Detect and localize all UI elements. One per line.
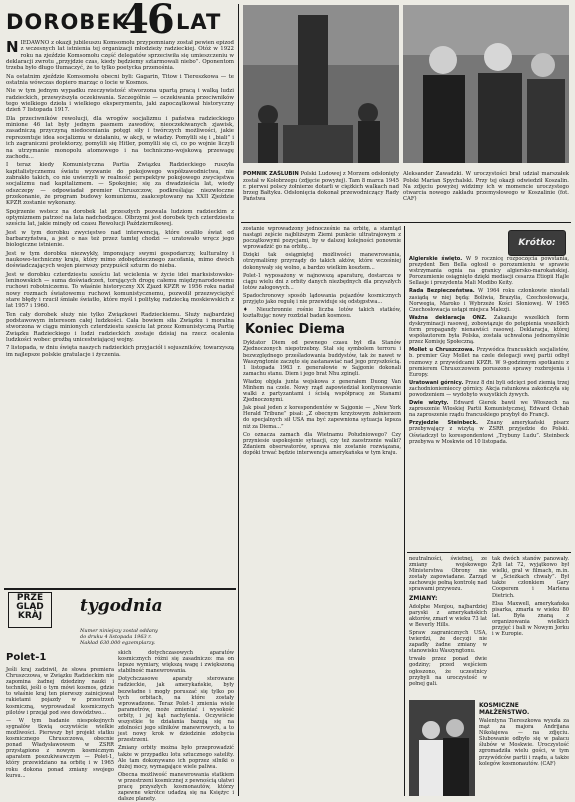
divider-horizontal-2 <box>241 222 571 223</box>
divider-horizontal <box>4 588 236 590</box>
photo-monument-image <box>243 5 399 163</box>
news-item-1: Algierskie święto. W 9 rocznicę rozpoczęcia powstania, prezydent Ben Bella ogłosił o porozumieniu w sprawie wstrzymania ognia na granicy algiersko-marokańskiej. Porozumienie osiągnięto dzięki mediacji cesarza Etiopii Hajle Sellasje i prezydenta Mali Modibo Keity. <box>409 256 570 287</box>
main-paragraph-9: Jest w dorobku czterdziestu sześciu lat wcielenia w życie idei marksistowsko-leninowskich — suma doświadczeń, torujących drogę całemu międzynarodowemu ruchowi robotniczemu. To właśnie historyczny XX Zjazd KPZR w 1956 roku nadał nowy rozmach światowemu ruchowi komunistycznemu, pozwolił przezwyciężyć stare błędy i rzucił śmiałe światło, które myśl i politykę radziecką moskiewskich z lat 1957 i 1960. <box>6 271 234 310</box>
main-article <box>6 40 234 582</box>
short-news <box>409 256 569 550</box>
main-paragraph-6: Spojrzenie wstecz na dorobek lat przeszłych pozwala ludziom radzieckim z optymizmem patrzeć na lata nadchodzące. Olbrzymi jest dorobek tych czterdziestu sześciu lat, jakie minęły od czasu Rewolucji Październikowej. <box>6 208 234 228</box>
news-item-5: Uratowani górnicy. Przez 8 dni byli odcięci pod ziemią trzej zachodnioniemieccy górnicy. Akcja ratunkowa zakończyła się powodzeniem — wydobyto wszystkich żywych. <box>409 379 569 398</box>
zmiany-heading: ZMIANY: <box>409 594 438 602</box>
middle-column: zostanie wprowadzony jednocześnie na orbitę, a stamtąd nastąpi zejście najbliższym Ziemi punkcie ultratrajowym z początkowymi pozycjami, by w dalszej kolejności ponownie wprowadzić go na orbitę... Dzięki tak osiągniętej możliwości manewrowania, otrzymaliśmy przyrządy do takich aktów, które wcześniej dokonywały się wolno, a bardzo wielkim kosztem... Polet-1 wyposażony w najnowszą aparaturę, dostarcza w ciągu wielu dni z orbity danych niezbędnych dla przyszłych lotów załogowych... Spadochronowy sposób lądowania pojazdów kosmicznych przyjęto jako regułę i nie przewiduje się odstępstwa... ♦ Nieuchronnie rośnie liczba lotów takich statków, kształtując nowy rozdział badań kosmosu. Koniec Diema Dyktator Diem od pewnego czasu był dla Stanów Zjednoczonych niepotrzebny. Stał się symbolem terroru i bezwzględnego prześladowania buddystów, tak że nawet w Waszyngtonie zaczęto się zastanawiać nad jego przyszłością. 1 listopada 1963 r. generałowie w Sajgonie dokonali zamachu stanu. Diem i jego brat Nhu zginęli. Władzę objęła junta wojskowa z generałem Duong Van Minhem na czele. Nowy rząd zapowiedział kontynuowanie walki z partyzantami i ścisłą współpracę ze Stanami Zjednoczonymi. Jak pisał jeden z korespondentów w Sajgonie — „New York Herald Tribune” pisał: „Z obecnym krzyżowym żołnierzem do specjalnych sił USA ma być zapewniona sytuacja lepsza niż za Diema...” Co oznacza zamach dla Wietnamu Południowego? Czy przyniesie uspokojenie sytuacji, czy też zaostrzenie walki? Zdaniem obserwatorów, sprawa nie zostanie rozwiązana, dopóki trwać będzie interwencja amerykańska w tym kraju. <box>243 226 401 456</box>
divider-vertical <box>238 4 239 796</box>
main-paragraph-2: Na ostatnim zjeździe Komsomołu obecni byli: Gagarin, Titow i Tiereszkowa — te ostatnia wówczas dopiero marząc o locie w Kosmos. <box>6 73 234 87</box>
polet-title: Polet-1 <box>6 652 47 663</box>
headline-word-1: DOROBEK <box>6 10 129 34</box>
kosmiczne-heading: KOSMICZNE MAŁŻEŃSTWO. <box>479 702 530 716</box>
polet-paragraph-2: — W tym badanie niespokojnych sygnałów tkwią oczywiście wielkie możliwości. Pierwszy był projekt statku kosmicznego Chruszczowa, obecnie ponad Władysławowem w ZSRR przystąpiono z nowym kosmicznym aparatem poszukiwawczym — Polet-1, który przewidziano na orbitę i w 1965 roku dokona ponad zmiany swojego kursu... <box>6 717 114 779</box>
logo-przeglad-kraj: PRZE GLĄD KRAJ <box>8 592 52 628</box>
main-paragraph-5: I teraz kiedy Komunistyczna Partia Związku Radzieckiego ruszyła kapitalistycznemu światu wyzwanie do pokojowego współzawodnictwa, nie zabrakło takich, co nie uwierzyli w realność perspektyw pokojowego zwycięstwa socjalizmu nad kapitalizmem. — Spokojnie; się za dwadzieścia lat, wiedy odszczepy — odpowiadał premier Chruszczow, podkreślając niezwłoczne przekonanie, że program budowy komunizmu, zaakceptowany na XXII Zjeździe KPZR zostanie wykonany. <box>6 162 234 207</box>
main-paragraph-3: Nie w tym jednym wypadku rzeczywistość stworzona upartą pracą i walką ludzi radzieckich, przewyższyła oczekiwania. Szczególnie — oczekiwania przeciwników tego wielkiego dzieła i wielkiego eksperymentu, jaki zapoczątkował historyczny dzień 7 listopada 1917. <box>6 88 234 114</box>
news-item-3: Ważna deklaracja ONZ. Zakazuje wszelkich form dyskryminacji rasowej, zobowiązuje do potępienia wszelkich form propagandy nienawiści rasowej. Deklaracja, której współautorem była Polska, została uchwalona jednomyślnie przez Komisję Społeczną. <box>409 314 569 346</box>
caption-left-bold: POMNIK ZAŚLUBIN <box>243 171 299 178</box>
headline-number: 46 <box>121 0 173 43</box>
photo-wedding-image <box>409 700 475 796</box>
photo-ceremony-image <box>403 5 569 163</box>
main-paragraph-8: Jest w tym dorobku niezwykły, imponujący swymi gospodarczy, kulturalny i naukowo-techniczny kraju, który mimo zdobędziecznego zacofania, mimo dwóch doświadczających wojen pierwszy przypuścił szturm do nieba. <box>6 250 234 270</box>
print-info: Numer niniejszy został oddany do druku 4 listopada 1963 r. Nakład 630.000 egzemplarzy. <box>80 628 158 646</box>
news-item-7: Przyjedzie Steinbeck. Znany amerykański pisarz przebywający z wizytą w ZSRR przyjedzie do Polski. Oświadczył to korespondentowi „Trybuny Ludu”. Steinbeck przebywa w Moskwie od 10 listopada. <box>409 420 569 445</box>
headline-koniec-diema: Koniec Diema <box>245 322 345 338</box>
headline-dorobek-46-lat <box>6 0 234 43</box>
krotko-badge: Krótko: <box>508 230 566 256</box>
news-item-2: Rada Bezpieczeństwa. W 1964 roku członkowie niestali zasiądą w niej będą: Boliwia, Brazylia, Czechosłowacja, Norwegia, Maroko i Wybrzeże Kości Słoniowej. W 1965 Czechosłowacja ustąpi miejsca Malezji. <box>409 288 569 313</box>
main-paragraph-1: NIEDAWNO z okazji jubileuszu Komsomołu przypomniany został pewien epizod z wczesnych lat istnienia tej organizacji młodzieży radzieckiej. Otóż w 1922 roku na zjeździe Komsomołu część delegatów sprzeciwiła się umieszczeniu w deklaracji zwrotu „przyjdzie czas, kiedy będziemy sztarmowali niebo”. Oponentom trzeba było długo tłumaczyć, że to tylko poetycka przenośnia. <box>6 38 234 72</box>
polet-article <box>6 650 114 796</box>
main-paragraph-11: 7 listopada, w dniu święta naszych radzieckich przyjaciół i sojuszników, towarzyszą im najlepsze polskie gratulacje i życzenia. <box>6 345 234 358</box>
main-paragraph-10: Ten cały dorobek służy nie tylko Związkowi Radzieckiemu. Służy najbardziej podstawowym interesom całej ludzkości. Cała bowiem siła Związku i moralna stworzona w ciągu minionych czterdziestu sześciu lat przez Komunistyczną Partię Związku Radzieckiego i ludzi radzieckich zostaje dzisiaj na rzecz ocalenia ludzkości wobec groźbą unicestwiającej wojny. <box>6 311 234 344</box>
logo-tygodnia: tygodnia <box>80 596 163 616</box>
news-item-4: Mollet u Chruszczowa. Przywódca francuskich socjalistów, b. premier Guy Mollet na czele delegacji swej partii odbył rozmowy z przywódcami KPZR. W 9-godzinnym spotkaniu z premierem Chruszczowem poruszono sprawy rozbrojenia i Europy. <box>409 347 569 378</box>
obituaries-section: tak dwóch stanów panowały. Żyli lat 72, wyjątkowo był wielki, grał w filmach, m.in. w „Ścieżkach chwały”. Był także członkiem Gary Cooperem i Marlena Dietrich. Elsa Maxwell, amerykańska pisarka, zmarła w wieku 80 lat. Była znaną z organizowania wielkich przyjęć i bali w Nowym Jorku i w Europie. <box>492 556 569 638</box>
photo-monument <box>243 5 399 163</box>
news-item-6: Dwie wizyty. Edward Gierek bawił we Włoszech na zaproszenie Włoskiej Partii Komunistycznej, Edward Ochab na zaproszenie rządu francuskiego przybył do Francji. <box>409 400 569 419</box>
photo-ceremony <box>403 5 569 163</box>
photo-caption-right: Aleksander Zawadzki. W uroczystości brał udział marszałek Polski Marian Spychalski. Przy tej okazji odwiedził Koszalin. Na zdjęciu powyżej widzimy ich w momencie uroczystego otwarcia nowego zakładu przemysłowego w Koszalinie (fot. CAF) <box>403 171 569 203</box>
headline-word-2: LAT <box>176 10 222 34</box>
polet-paragraph-1: Jeśli kraj zadziwił, że słowa premiera Chruszczowa, w Związku Radzieckim nie zapomina żadnej dziedziny nauki i techniki, jeśli o tym mówi kosmos, gdzie to właśnie kraj ten pierwszy zainicjował rakietami pojazdy w przestrzeń kosmiczną, wyprowadzał kosmicznych pilotów i przejął pod swe dowództwo... <box>6 667 114 716</box>
divider-horizontal-3 <box>407 552 571 553</box>
divider-vertical-2 <box>404 226 405 796</box>
polet-continuation: skich dotychczasowych aparatów kosmicznych różni się zasadniczo: ma on lepsze wymiary, większą wagę i zwiększoną stabilność manewrowania. Dotychczasowe aparaty sterowane radzieckie, jak amerykańskie, były bezwładne i mogły poruszać się tylko po tych orbitach, na które zostały wprowadzone. Teraz Polet-1 zmienia wiele parametrów, może zmieniać i wysokość orbity, i jej kąt nachylenia. Oczywiście wszystkie te działania bazują się na zdolności jego silników manewrowych, a to jest nowy krok w dziedzinie zdobycia przestrzeni. Zmiany orbity można było przeprowadzić także w przypadku lotu sztucznego satelity. Ale tam dokonywano ich poprzez silniki o dużej mocy, wymagające wiele paliwa. Obecna możliwość manewrowania statkiem w przestrzeni kosmicznej z pewnością ułatwi pracę przyszłych kosmonautów, którzy zapewne wkrótce udadzą się na Księżyc i dalsze planety. <box>118 650 234 802</box>
drop-cap: N <box>6 38 19 56</box>
main-paragraph-7: Jest w tym dorobku zwycięstwo nad interwencją, które ocaliło świat od barbarzyństwa, a jest o nas też przez tamtej chodzi — uratowało wręcz jego biologiczne istnienie. <box>6 229 234 249</box>
photo-caption-left: POMNIK ZAŚLUBIN Polski Ludowej z Morzem odsłonięty został w Kołobrzegu (zdjęcie powyżej). Tam 8 marca 1945 r. pierwsi polscy żołnierze dotarli w ciężkich walkach nad brzeg Bałtyku. Odsłonięcia dokonał przewodniczący Rady Państwa <box>243 171 399 203</box>
wedding-caption: KOSMICZNE MAŁŻEŃSTWO. Walentyna Tiereszkowa wyszła za mąż za majora Andrijana Nikołajewa — na zdjęciu. Ślubowanie odbyło się w pałacu ślubów w Moskwie. Uroczystość zgromadziła wielu gości, w tym przywódców partii i rządu, a także kolegów kosmonautów. (CAF) <box>479 702 569 767</box>
zmiany-section: neutralności, świetnej, ze zmiany wojskowego Ministerstwa Obrony nie zostały zapowiadane. Zarząd zachowuje pełną kontrolę nad sprawami przywozu. ZMIANY: Adolphe Menjou, najbardziej paryski z amerykańskich aktorów, zmarł w wieku 73 lat w Beverly Hills. Spraw zagranicznych USA, twierdzi, że decyzji nie zapadły żadne zmiany w stanowisku Waszyngtonu. trwało przez ponad dwie godziny; przed wejściem ogłoszono, że uczestnicy przybyli na uroczystość w pełnej gali. <box>409 556 487 687</box>
main-paragraph-4: Dla przeciwników rewolucji, dla wrogów socjalizmu i państwa radzieckiego minione 46 lat były jednym pasmem zawodów, nieoczekiwanych zjawisk, zasadniczą przyczyną niedoceniania potęgi siły i twórczych możliwości, jakie reprezentuje idea socjalizmu w działaniu, w akcji, w władzy. Pomylili się i „biali” i ich zagraniczni protektorzy, pomylili się Hitler, pomylili się ci, co po wojnie liczyli na utrzymanie monopolu atomowego i na techniczno-wojskową przewagę zachodu... <box>6 115 234 160</box>
photo-wedding <box>409 700 475 796</box>
